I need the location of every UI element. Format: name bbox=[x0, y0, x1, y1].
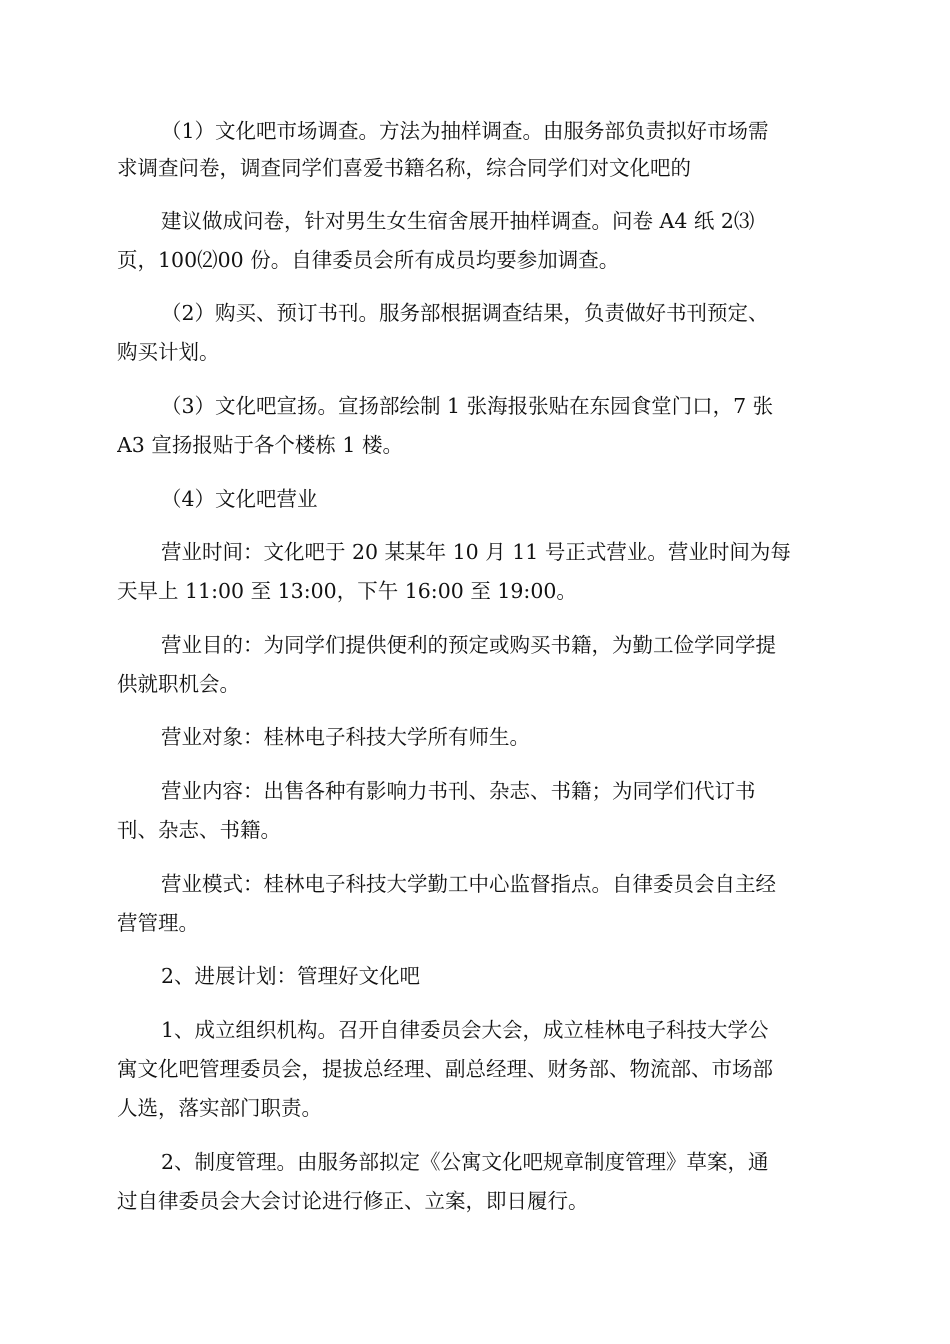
text-line: 人选，落实部门职责。 bbox=[117, 1096, 322, 1120]
text-line: 营业模式：桂林电子科技大学勤工中心监督指点。自律委员会自主经 bbox=[161, 872, 776, 896]
text-line: 2、进展计划：管理好文化吧 bbox=[161, 964, 421, 988]
text-line: （1）文化吧市场调查。方法为抽样调查。由服务部负责拟好市场需 bbox=[161, 119, 769, 143]
text-line: （4）文化吧营业 bbox=[161, 487, 318, 511]
text-line: 页，100⑵00 份。自律委员会所有成员均要参加调查。 bbox=[117, 248, 620, 272]
text-line: A3 宣扬报贴于各个楼栋 1 楼。 bbox=[117, 433, 403, 457]
text-line: （2）购买、预订书刊。服务部根据调查结果，负责做好书刊预定、 bbox=[161, 301, 769, 325]
text-line: 营管理。 bbox=[117, 911, 199, 935]
text-line: 营业内容：出售各种有影响力书刊、杂志、书籍；为同学们代订书 bbox=[161, 779, 756, 803]
text-line: 天早上 11:00 至 13:00，下午 16:00 至 19:00。 bbox=[117, 579, 577, 603]
text-line: 过自律委员会大会讨论进行修正、立案，即日履行。 bbox=[117, 1189, 589, 1213]
text-line: 供就职机会。 bbox=[117, 672, 240, 696]
text-line: 营业对象：桂林电子科技大学所有师生。 bbox=[161, 725, 530, 749]
text-line: 建议做成问卷，针对男生女生宿舍展开抽样调查。问卷 A4 纸 2⑶ bbox=[161, 209, 755, 233]
text-line: 寓文化吧管理委员会，提拔总经理、副总经理、财务部、物流部、市场部 bbox=[117, 1057, 773, 1081]
text-line: 营业时间：文化吧于 20 某某年 10 月 11 号正式营业。营业时间为每 bbox=[161, 540, 791, 564]
text-line: 1、成立组织机构。召开自律委员会大会，成立桂林电子科技大学公 bbox=[161, 1018, 769, 1042]
text-line: 购买计划。 bbox=[117, 340, 220, 364]
text-line: 刊、杂志、书籍。 bbox=[117, 818, 281, 842]
text-line: 求调查问卷，调查同学们喜爱书籍名称，综合同学们对文化吧的 bbox=[117, 156, 691, 180]
text-line: 2、制度管理。由服务部拟定《公寓文化吧规章制度管理》草案，通 bbox=[161, 1150, 769, 1174]
text-line: （3）文化吧宣扬。宣扬部绘制 1 张海报张贴在东园食堂门口，7 张 bbox=[161, 394, 774, 418]
text-line: 营业目的：为同学们提供便利的预定或购买书籍，为勤工俭学同学提 bbox=[161, 633, 776, 657]
